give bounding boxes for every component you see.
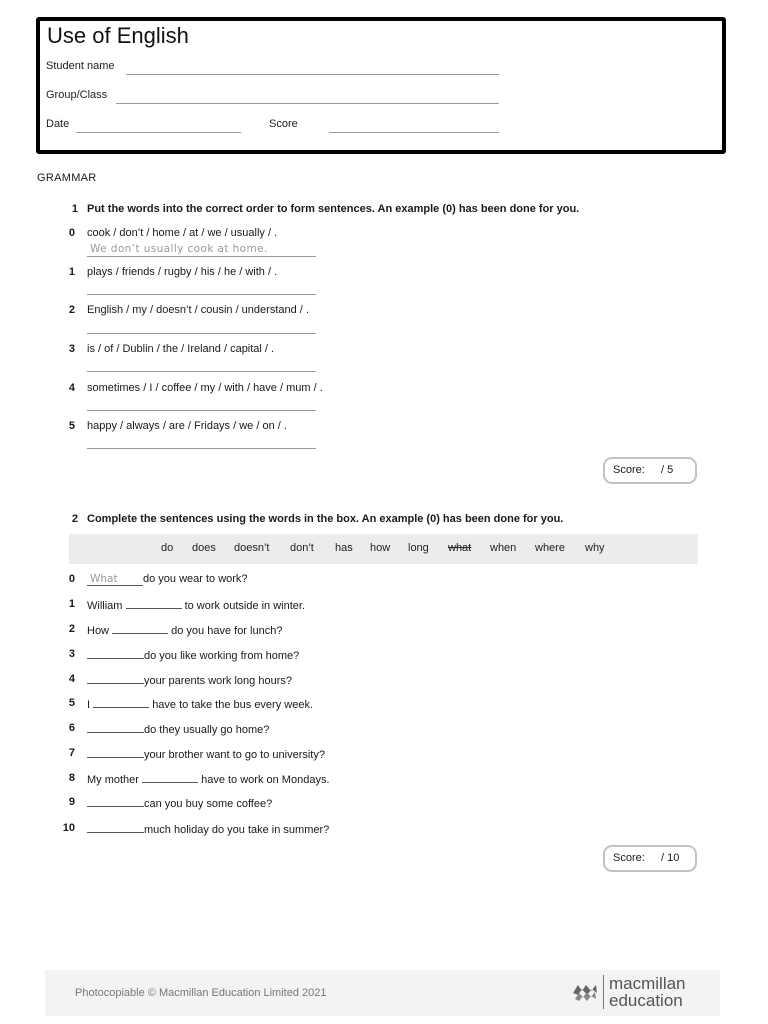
answer-gap[interactable] xyxy=(93,697,149,708)
word-box-item: long xyxy=(408,542,429,554)
gap-sentence xyxy=(87,796,272,810)
word-box-item-crossed: what xyxy=(448,542,472,554)
word-box-item: when xyxy=(490,542,517,554)
exercise-number: 2 xyxy=(71,513,78,525)
item-number: 0 xyxy=(68,227,75,239)
item-number: 4 xyxy=(68,382,75,394)
sentence-after: have to take the bus every week. xyxy=(152,699,314,711)
date-field[interactable] xyxy=(76,132,241,133)
answer-gap[interactable] xyxy=(112,623,168,634)
item-number: 5 xyxy=(68,420,75,432)
sentence-after: do you have for lunch? xyxy=(171,625,283,637)
logo-divider xyxy=(603,975,604,1009)
scrambled-sentence: English / my / doesn’t / cousin / understand / . xyxy=(87,304,309,316)
score-label: Score xyxy=(269,118,298,130)
scrambled-sentence: happy / always / are / Fridays / we / on / . xyxy=(87,420,287,432)
sentence-before: My mother xyxy=(87,774,139,786)
answer-line[interactable] xyxy=(87,371,316,372)
sentence-after: your parents work long hours? xyxy=(144,675,292,687)
word-box-item: how xyxy=(370,542,391,554)
exercise-instruction: Put the words into the correct order to form sentences. An example (0) has been done for you. xyxy=(87,203,580,215)
sentence-after: do you wear to work? xyxy=(143,573,248,585)
item-number: 5 xyxy=(68,697,75,709)
example-answer: What xyxy=(87,573,143,586)
item-number: 8 xyxy=(68,772,75,784)
item-number: 2 xyxy=(68,304,75,316)
gap-sentence xyxy=(87,598,305,612)
scrambled-sentence: cook / don’t / home / at / we / usually / . xyxy=(87,227,278,239)
sentence-after: do they usually go home? xyxy=(144,724,270,736)
item-number: 3 xyxy=(68,343,75,355)
macmillan-tree-icon xyxy=(572,981,598,1003)
item-number: 0 xyxy=(68,573,75,585)
exercise-1-score-box xyxy=(603,457,697,484)
item-number: 10 xyxy=(62,822,75,834)
item-number: 4 xyxy=(68,673,75,685)
answer-gap[interactable] xyxy=(87,722,144,733)
gap-sentence xyxy=(87,573,248,586)
answer-line[interactable] xyxy=(87,448,316,449)
item-number: 2 xyxy=(68,623,75,635)
logo-line-2: education xyxy=(609,991,683,1010)
answer-gap[interactable] xyxy=(87,822,144,833)
sentence-before: William xyxy=(87,600,123,612)
answer-line[interactable] xyxy=(87,333,316,334)
score-box-label: Score: xyxy=(613,852,645,864)
word-box-item: has xyxy=(335,542,353,554)
answer-gap[interactable] xyxy=(87,747,144,758)
item-number: 3 xyxy=(68,648,75,660)
sentence-after: much holiday do you take in summer? xyxy=(144,824,330,836)
word-box xyxy=(69,534,698,564)
sentence-before: How xyxy=(87,625,110,637)
section-heading: GRAMMAR xyxy=(37,172,97,184)
logo-text xyxy=(609,975,686,1009)
gap-sentence xyxy=(87,623,282,637)
word-box-item: why xyxy=(585,542,605,554)
example-answer: We don’t usually cook at home. xyxy=(90,243,268,255)
answer-line[interactable] xyxy=(87,256,316,257)
score-box-label: Score: xyxy=(613,464,645,476)
word-box-item: doesn’t xyxy=(234,542,270,554)
item-number: 6 xyxy=(68,722,75,734)
publisher-logo xyxy=(572,975,702,1011)
gap-sentence xyxy=(87,747,325,761)
answer-gap[interactable] xyxy=(142,772,198,783)
exercise-number: 1 xyxy=(71,203,78,215)
sentence-after: your brother want to go to university? xyxy=(144,749,325,761)
score-box-total: / 5 xyxy=(661,464,674,476)
copyright-notice: Photocopiable © Macmillan Education Limited 2021 xyxy=(75,987,327,999)
word-box-item: do xyxy=(161,542,174,554)
student-name-label: Student name xyxy=(46,60,115,72)
score-box-total: / 10 xyxy=(661,852,680,864)
scrambled-sentence: plays / friends / rugby / his / he / with / . xyxy=(87,266,278,278)
answer-gap[interactable] xyxy=(87,648,144,659)
exercise-2-score-box xyxy=(603,845,697,872)
student-info-box xyxy=(36,17,726,154)
group-class-label: Group/Class xyxy=(46,89,108,101)
item-number: 7 xyxy=(68,747,75,759)
item-number: 9 xyxy=(68,796,75,808)
answer-gap[interactable] xyxy=(87,673,144,684)
sentence-after: do you like working from home? xyxy=(144,650,300,662)
scrambled-sentence: sometimes / I / coffee / my / with / have / mum / . xyxy=(87,382,323,394)
item-number: 1 xyxy=(68,598,75,610)
answer-gap[interactable] xyxy=(126,598,182,609)
exercise-instruction: Complete the sentences using the words in the box. An example (0) has been done for you. xyxy=(87,513,564,525)
student-name-field[interactable] xyxy=(126,74,499,75)
item-number: 1 xyxy=(68,266,75,278)
logo-line-1: macmillan xyxy=(609,974,686,993)
word-box-item: does xyxy=(192,542,216,554)
gap-sentence xyxy=(87,822,329,836)
word-box-item: don’t xyxy=(290,542,314,554)
gap-sentence xyxy=(87,697,313,711)
score-field[interactable] xyxy=(329,132,499,133)
answer-line[interactable] xyxy=(87,294,316,295)
group-class-field[interactable] xyxy=(116,103,499,104)
gap-sentence xyxy=(87,772,330,786)
answer-gap[interactable] xyxy=(87,796,144,807)
document-title: Use of English xyxy=(47,23,189,48)
sentence-after: can you buy some coffee? xyxy=(144,798,273,810)
gap-sentence xyxy=(87,722,269,736)
answer-line[interactable] xyxy=(87,410,316,411)
sentence-after: to work outside in winter. xyxy=(184,600,306,612)
date-label: Date xyxy=(46,118,70,130)
word-box-item: where xyxy=(535,542,565,554)
sentence-after: have to work on Mondays. xyxy=(201,774,330,786)
gap-sentence xyxy=(87,673,292,687)
scrambled-sentence: is / of / Dublin / the / Ireland / capital / . xyxy=(87,343,275,355)
gap-sentence xyxy=(87,648,299,662)
sentence-before: I xyxy=(87,699,91,711)
